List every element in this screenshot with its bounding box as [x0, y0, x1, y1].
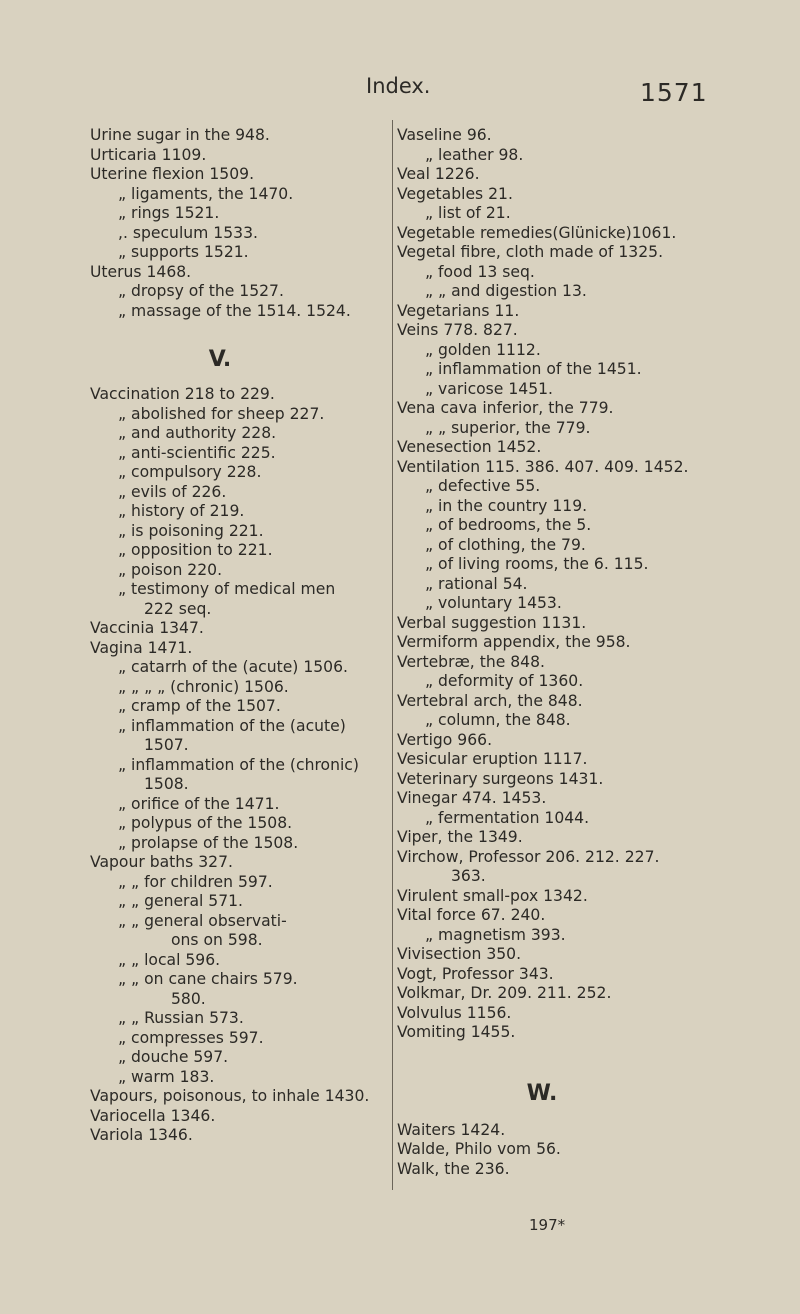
- page-header: [0, 72, 800, 112]
- section-heading-w: W.: [526, 1080, 558, 1106]
- index-entry: „ food 13 seq.: [425, 262, 535, 281]
- index-entry: „ in the country 119.: [425, 496, 588, 515]
- index-entry: Verbal suggestion 1131.: [397, 613, 587, 632]
- index-entry: „ „ general observati-: [118, 911, 287, 930]
- index-entry: Vertebral arch, the 848.: [397, 691, 583, 710]
- index-entry: „ voluntary 1453.: [425, 594, 562, 612]
- index-entry: „ rational 54.: [425, 574, 528, 593]
- index-entry: „ „ and digestion 13.: [425, 282, 587, 300]
- index-entry: Veins 778. 827.: [397, 321, 518, 339]
- index-entry: ,. speculum 1533.: [118, 223, 258, 242]
- index-block-u: [90, 126, 390, 321]
- index-entry: „ magnetism 393.: [425, 925, 566, 944]
- index-entry: Vogt, Professor 343.: [397, 964, 554, 983]
- index-entry: „ „ general 571.: [118, 892, 244, 910]
- index-entry: Variola 1346.: [90, 1126, 193, 1144]
- index-entry: Vital force 67. 240.: [397, 906, 546, 924]
- left-column: [90, 126, 390, 1146]
- index-entry: Veterinary surgeons 1431.: [397, 769, 604, 788]
- index-entry: Vinegar 474. 1453.: [397, 789, 547, 807]
- index-entry: Vena cava inferior, the 779.: [397, 399, 614, 417]
- index-entry: Variocella 1346.: [90, 1106, 216, 1125]
- index-block-v: [90, 385, 390, 1146]
- index-entry: Veal 1226.: [397, 165, 480, 183]
- index-entry: „ inflammation of the (chronic): [118, 755, 359, 774]
- index-entry: „ cramp of the 1507.: [118, 697, 281, 715]
- index-entry: „ „ Russian 573.: [118, 1009, 244, 1027]
- index-entry: „ ligaments, the 1470.: [118, 184, 294, 203]
- index-entry: Urine sugar in the 948.: [90, 126, 270, 144]
- index-block-w: [397, 1121, 717, 1180]
- index-entry: „ „ on cane chairs 579.: [118, 970, 298, 988]
- index-entry: Vegetables 21.: [397, 184, 513, 203]
- index-entry: „ of living rooms, the 6. 115.: [425, 555, 649, 573]
- index-entry: Vomiting 1455.: [397, 1023, 516, 1041]
- index-entry: Vertigo 966.: [397, 730, 493, 749]
- index-entry: 1508.: [144, 775, 189, 793]
- index-entry: „ testimony of medical men: [118, 580, 336, 598]
- index-entry: „ of clothing, the 79.: [425, 535, 586, 554]
- index-entry: Vegetal fibre, cloth made of 1325.: [397, 243, 664, 261]
- index-entry: Waiters 1424.: [397, 1120, 506, 1139]
- index-entry: Vaccination 218 to 229.: [90, 385, 275, 403]
- index-entry: 580.: [171, 989, 206, 1008]
- index-entry: „ compulsory 228.: [118, 463, 262, 481]
- index-entry: Virchow, Professor 206. 212. 227.: [397, 847, 660, 866]
- index-entry: „ leather 98.: [425, 145, 524, 164]
- index-entry: 363.: [451, 867, 486, 885]
- index-entry: „ inflammation of the (acute): [118, 716, 346, 735]
- index-entry: Vegetable remedies(Glünicke)1061.: [397, 223, 677, 242]
- index-entry: „ golden 1112.: [425, 340, 541, 359]
- index-entry: Uterine flexion 1509.: [90, 165, 255, 183]
- right-column: [397, 126, 717, 1179]
- index-entry: Walk, the 236.: [397, 1159, 510, 1178]
- index-entry: „ evils of 226.: [118, 482, 227, 501]
- index-entry: „ deformity of 1360.: [425, 672, 584, 690]
- index-entry: „ is poisoning 221.: [118, 521, 264, 540]
- index-entry: Ventilation 115. 386. 407. 409. 1452.: [397, 457, 689, 476]
- index-entry: Vermiform appendix, the 958.: [397, 633, 631, 651]
- index-entry: „ poison 220.: [118, 560, 223, 579]
- index-entry: „ orifice of the 1471.: [118, 794, 280, 813]
- index-entry: „ fermentation 1044.: [425, 808, 590, 827]
- index-entry: „ defective 55.: [425, 477, 541, 495]
- page-title: Index.: [366, 74, 431, 98]
- index-entry: „ „ local 596.: [118, 950, 221, 969]
- page-number: 1571: [640, 78, 708, 107]
- index-entry: „ „ for children 597.: [118, 872, 273, 891]
- index-entry: „ dropsy of the 1527.: [118, 282, 284, 300]
- index-entry: Vesicular eruption 1117.: [397, 750, 588, 768]
- index-entry: „ list of 21.: [425, 204, 511, 222]
- index-entry: Vaseline 96.: [397, 126, 492, 144]
- index-entry: „ abolished for sheep 227.: [118, 404, 325, 423]
- section-heading-v: V.: [208, 347, 232, 372]
- index-entry: Viper, the 1349.: [397, 828, 523, 846]
- index-entry: Vapour baths 327.: [90, 853, 233, 871]
- index-entry: „ column, the 848.: [425, 711, 571, 729]
- index-entry: 1507.: [144, 736, 189, 754]
- index-entry: „ „ superior, the 779.: [425, 418, 591, 437]
- column-divider: [392, 120, 393, 1190]
- index-entry: 222 seq.: [144, 599, 212, 618]
- index-entry: „ compresses 597.: [118, 1028, 264, 1047]
- index-entry: ons on 598.: [171, 931, 263, 949]
- index-entry: Volkmar, Dr. 209. 211. 252.: [397, 984, 612, 1002]
- index-entry: „ and authority 228.: [118, 424, 277, 442]
- index-entry: „ anti-scientific 225.: [118, 443, 276, 462]
- signature-mark: 197*: [529, 1216, 566, 1234]
- index-entry: „ varicose 1451.: [425, 379, 553, 398]
- index-entry: „ rings 1521.: [118, 204, 220, 222]
- index-entry: „ catarrh of the (acute) 1506.: [118, 658, 348, 676]
- index-entry: „ polypus of the 1508.: [118, 814, 293, 832]
- index-entry: Virulent small-pox 1342.: [397, 886, 588, 905]
- index-entry: „ of bedrooms, the 5.: [425, 516, 592, 534]
- index-entry: „ „ „ „ (chronic) 1506.: [118, 677, 289, 696]
- index-entry: Urticaria 1109.: [90, 145, 207, 164]
- index-entry: Vivisection 350.: [397, 945, 522, 963]
- index-entry: Volvulus 1156.: [397, 1003, 512, 1022]
- index-entry: Walde, Philo vom 56.: [397, 1140, 561, 1158]
- index-entry: Vapours, poisonous, to inhale 1430.: [90, 1087, 370, 1105]
- index-entry: „ prolapse of the 1508.: [118, 833, 299, 852]
- index-entry: Vagina 1471.: [90, 638, 193, 657]
- index-entry: Vaccinia 1347.: [90, 619, 204, 637]
- index-entry: „ history of 219.: [118, 502, 245, 520]
- index-entry: Venesection 1452.: [397, 438, 542, 456]
- index-entry: Vertebræ, the 848.: [397, 652, 545, 671]
- index-entry: „ warm 183.: [118, 1067, 215, 1086]
- index-entry: „ massage of the 1514. 1524.: [118, 301, 351, 320]
- index-entry: „ douche 597.: [118, 1048, 229, 1066]
- index-entry: „ supports 1521.: [118, 243, 249, 261]
- index-entry: Uterus 1468.: [90, 262, 192, 281]
- index-entry: „ opposition to 221.: [118, 541, 273, 559]
- index-entry: „ inflammation of the 1451.: [425, 360, 642, 378]
- index-entry: Vegetarians 11.: [397, 301, 520, 320]
- index-block-v-continued: [397, 126, 717, 1043]
